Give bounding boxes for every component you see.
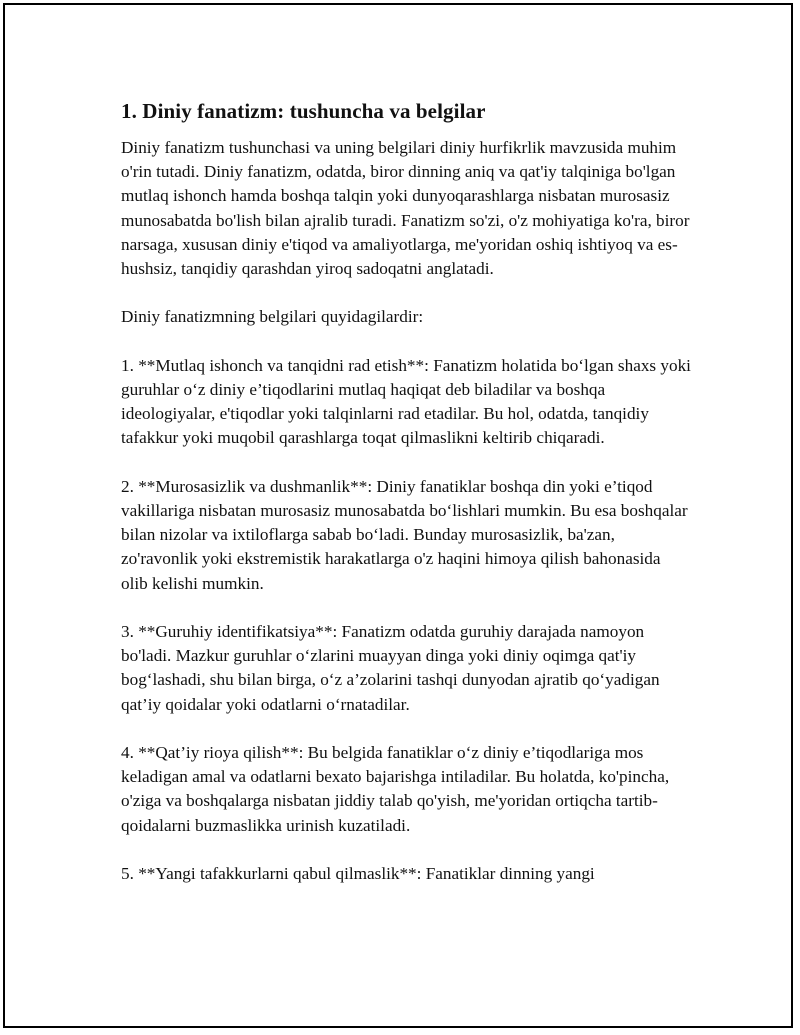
- document-page: [3, 3, 793, 1028]
- intro-paragraph: Diniy fanatizm tushunchasi va uning belgilari diniy hurfikrlik mavzusida muhim o'rin tutadi. Diniy fanatizm, odatda, biror dinning aniq va qat'iy talqiniga bo'lgan mutlaq ishonch hamda boshqa talqin yoki dunyoqarashlarga nisbatan murosasiz munosabatda bo'lish bilan ajralib turadi. Fanatizm so'zi, o'z mohiyatiga ko'ra, biror narsaga, xususan diniy e'tiqod va amaliyotlarga, me'yoridan oshiq ishtiyoq va es-hushsiz, tanqidiy qarashdan yiroq sadoqatni anglatadi.: [121, 138, 690, 279]
- list-item-rejecting-new-ideas: 5. **Yangi tafakkurlarni qabul qilmaslik**: Fanatiklar dinning yangi: [121, 864, 595, 883]
- list-item-strict-observance: 4. **Qat’iy rioya qilish**: Bu belgida fanatiklar o‘z diniy e’tiqodlariga mos keladigan amal va odatlarni bexato bajarishga intiladilar. Bu holatda, ko'pincha, o'ziga va boshqalarga nisbatan jiddiy talab qo'yish, me'yoridan ortiqcha tartib-qoidalarni buzmaslikka urinish kuzatiladi.: [121, 743, 670, 835]
- list-item-group-identification: 3. **Guruhiy identifikatsiya**: Fanatizm odatda guruhiy darajada namoyon bo'ladi. Mazkur guruhlar o‘zlarini muayyan dinga yoki diniy oqimga qat'iy bog‘lashadi, shu bilan birga, o‘z a’zolarini tashqi dunyodan ajratib qo‘yadigan qat’iy qoidalar yoki odatlarni o‘rnatadilar.: [121, 622, 660, 714]
- document-body: [121, 98, 691, 910]
- signs-intro-paragraph: Diniy fanatizmning belgilari quyidagilardir:: [121, 307, 424, 327]
- section-heading: 1. Diniy fanatizm: tushuncha va belgilar: [121, 99, 486, 123]
- list-item-absolute-belief: 1. **Mutlaq ishonch va tanqidni rad etish**: Fanatizm holatida bo‘lgan shaxs yoki guruhlar o‘z diniy e’tiqodlarini mutlaq haqiqat deb biladilar va boshqa ideologiyalar, e'tiqodlar yoki talqinlarni rad etadilar. Bu hol, odatda, tanqidiy tafakkur yoki muqobil qarashlarga toqat qilmaslikni keltirib chiqaradi.: [121, 355, 691, 448]
- list-item-intolerance: 2. **Murosasizlik va dushmanlik**: Diniy fanatiklar boshqa din yoki e’tiqod vakillariga nisbatan murosasiz munosabatda bo‘lishlari mumkin. Bu esa boshqalar bilan nizolar va ixtiloflarga sabab bo‘ladi. Bunday murosasizlik, ba'zan, zo'ravonlik yoki ekstremistik harakatlarga o'z haqini himoya qilish bahonasida olib kelishi mumkin.: [121, 476, 688, 593]
